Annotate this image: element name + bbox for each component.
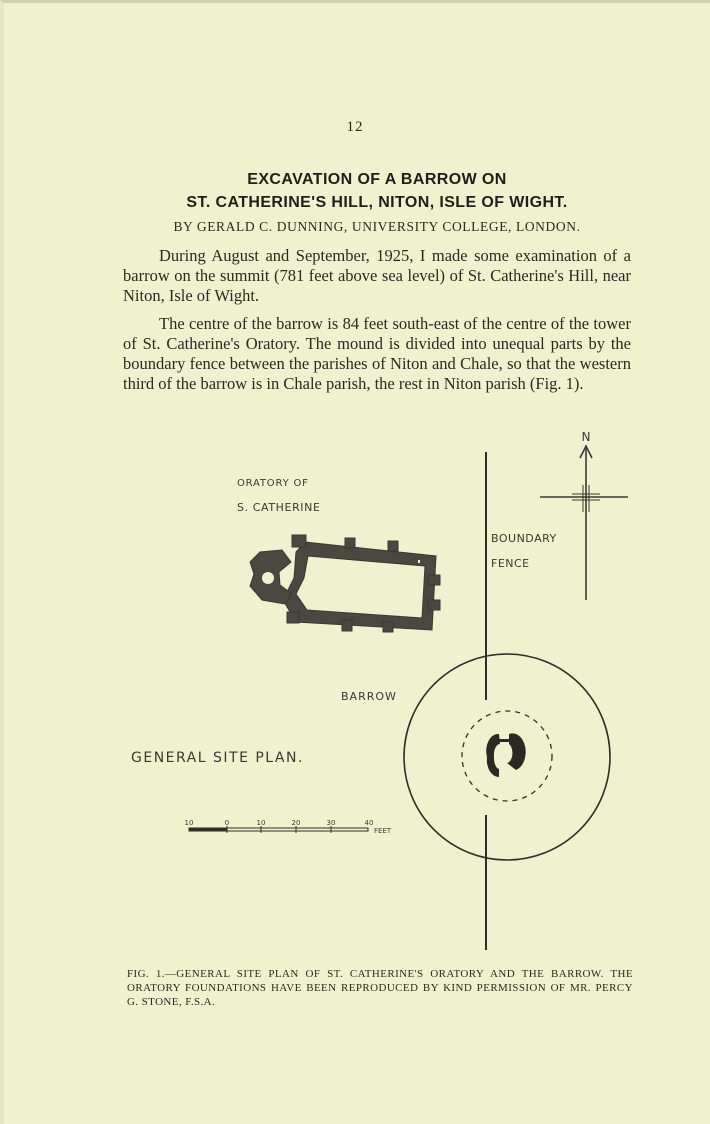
page-number: 12 [346, 119, 364, 135]
oratory-label-line-1: ORATORY OF [237, 478, 309, 489]
paragraph-1: During August and September, 1925, I made some examination of a barrow on the summit (781 feet above sea level) of St. Catherine's Hill, near Niton, Isle of Wight. [123, 246, 631, 305]
scale-tick-label: 10 [256, 819, 266, 827]
paragraph-2: The centre of the barrow is 84 feet south-east of the centre of the tower of St. Catherine's Oratory. The mound is divided into unequal parts by the boundary fence between the parishes of Niton and Chale, so that the western third of the barrow is in Chale parish, the rest in Niton parish (Fig. 1). [123, 314, 631, 393]
scale-tick-label: 30 [326, 819, 336, 827]
article-title-line-2: ST. CATHERINE'S HILL, NITON, ISLE OF WIGHT. [186, 194, 568, 211]
scale-bar [185, 819, 392, 835]
article-title-line-1: EXCAVATION OF A BARROW ON [247, 171, 507, 188]
north-label: N [581, 430, 591, 444]
central-burial-feature [486, 733, 525, 777]
oratory-label-line-2: S. CATHERINE [237, 501, 321, 514]
site-plan-figure [0, 420, 710, 960]
oratory-foundations [250, 535, 440, 632]
author-byline: BY GERALD C. DUNNING, UNIVERSITY COLLEGE, LONDON. [173, 219, 581, 234]
plan-title: GENERAL SITE PLAN. [131, 750, 304, 766]
figure-caption: FIG. 1.—GENERAL SITE PLAN OF ST. CATHERINE'S ORATORY AND THE BARROW. THE ORATORY FOUNDATIONS HAVE BEEN REPRODUCED BY KIND PERMISSION OF MR. PERCY G. STONE, F.S.A. [127, 968, 633, 1008]
barrow-label: BARROW [341, 690, 397, 703]
foundation-wear-marks [336, 560, 420, 607]
barrow-inner-ditch [462, 711, 552, 801]
fence-label-line-2: FENCE [491, 557, 530, 570]
scale-tick-label: 20 [291, 819, 301, 827]
barrow-mound-circle [404, 654, 610, 860]
north-arrow-icon [540, 446, 628, 600]
scale-tick-label: 40 [364, 819, 374, 827]
scale-unit: FEET [374, 827, 392, 835]
scale-tick-label: 0 [224, 819, 230, 827]
scale-tick-label: 10 [184, 819, 194, 827]
fence-label-line-1: BOUNDARY [491, 532, 557, 545]
